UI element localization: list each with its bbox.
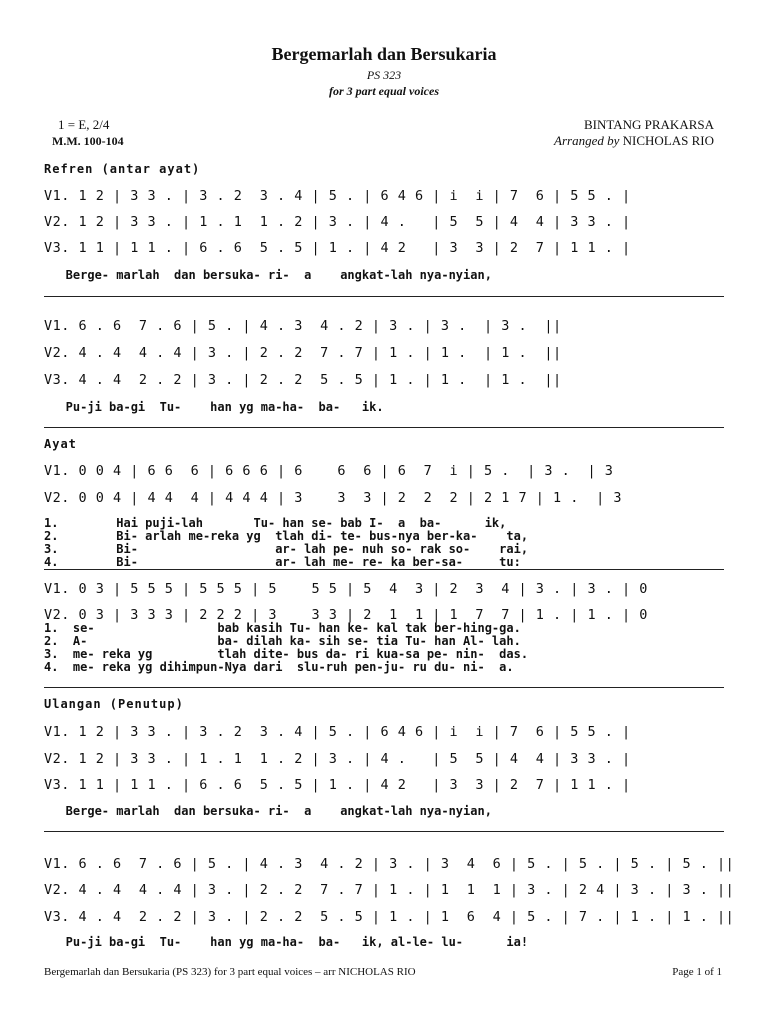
verse-2-lyric: 2. A- ba- dilah ka- sih se- tia Tu- han Al- lah. bbox=[44, 634, 521, 648]
composer: BINTANG PRAKARSA bbox=[583, 117, 714, 132]
tempo-marking: M.M. 100-104 bbox=[52, 134, 124, 148]
system-divider bbox=[44, 296, 724, 297]
lyric-line: Pu-ji ba-gi Tu- han yg ma-ha- ba- ik, al-le- lu- ia! bbox=[44, 935, 529, 949]
voice-2-line: V2. 1 2 | 3 3 . | 1 . 1 1 . 2 | 3 . | 4 . | 5 5 | 4 4 | 3 3 . | bbox=[44, 751, 631, 767]
song-code: PS 323 bbox=[366, 68, 402, 82]
system-divider bbox=[44, 831, 724, 832]
voice-3-line: V3. 1 1 | 1 1 . | 6 . 6 5 . 5 | 1 . | 4 2 | 3 3 | 2 7 | 1 1 . | bbox=[44, 240, 631, 256]
verse-4-lyric: 4. me- reka yg dihimpun-Nya dari slu-ruh pen-ju- ru du- ni- a. bbox=[44, 660, 514, 674]
voice-2-line: V2. 1 2 | 3 3 . | 1 . 1 1 . 2 | 3 . | 4 . | 5 5 | 4 4 | 3 3 . | bbox=[44, 214, 631, 230]
arranger-prefix: Arranged by bbox=[554, 133, 620, 148]
verse-1-lyric: 1. se- bab kasih Tu- han ke- kal tak ber-hing-ga. bbox=[44, 621, 521, 635]
verse-2-lyric: 2. Bi- arlah me-reka yg tlah di- te- bus-nya ber-ka- ta, bbox=[44, 529, 529, 543]
system-divider bbox=[44, 427, 724, 428]
key-signature: 1 = E, 2/4 bbox=[58, 117, 110, 132]
voice-1-line: V1. 0 0 4 | 6 6 6 | 6 6 6 | 6 6 6 | 6 7 i | 5 . | 3 . | 3 bbox=[44, 463, 614, 479]
voice-2-line: V2. 4 . 4 4 . 4 | 3 . | 2 . 2 7 . 7 | 1 . | 1 . | 1 . || bbox=[44, 345, 562, 361]
lyric-line: Berge- marlah dan bersuka- ri- a angkat-lah nya-nyian, bbox=[44, 804, 492, 818]
voice-3-line: V3. 1 1 | 1 1 . | 6 . 6 5 . 5 | 1 . | 4 2 | 3 3 | 2 7 | 1 1 . | bbox=[44, 777, 631, 793]
voice-2-line: V2. 4 . 4 4 . 4 | 3 . | 2 . 2 7 . 7 | 1 . | 1 1 1 | 3 . | 2 4 | 3 . | 3 . || bbox=[44, 882, 735, 898]
voice-3-line: V3. 4 . 4 2 . 2 | 3 . | 2 . 2 5 . 5 | 1 . | 1 6 4 | 5 . | 7 . | 1 . | 1 . || bbox=[44, 909, 735, 925]
section-heading-refrein: Refren (antar ayat) bbox=[44, 162, 201, 176]
voice-3-line: V3. 4 . 4 2 . 2 | 3 . | 2 . 2 5 . 5 | 1 . | 1 . | 1 . || bbox=[44, 372, 562, 388]
verse-3-lyric: 3. me- reka yg tlah dite- bus da- ri kua-sa pe- nin- das. bbox=[44, 647, 529, 661]
page-title: Bergemarlah dan Bersukaria bbox=[271, 44, 497, 64]
voicing: for 3 part equal voices bbox=[329, 84, 439, 98]
verse-4-lyric: 4. Bi- ar- lah me- re- ka ber-sa- tu: bbox=[44, 555, 521, 569]
page-number: Page 1 of 1 bbox=[672, 966, 722, 978]
verse-3-lyric: 3. Bi- ar- lah pe- nuh so- rak so- rai, bbox=[44, 542, 529, 556]
footer-caption: Bergemarlah dan Bersukaria (PS 323) for 3 part equal voices – arr NICHOLAS RIO bbox=[44, 966, 416, 978]
arranger-line bbox=[554, 133, 714, 149]
lyric-line: Pu-ji ba-gi Tu- han yg ma-ha- ba- ik. bbox=[44, 400, 384, 414]
voice-1-line: V1. 6 . 6 7 . 6 | 5 . | 4 . 3 4 . 2 | 3 . | 3 4 6 | 5 . | 5 . | 5 . | 5 . || bbox=[44, 856, 735, 872]
verse-1-lyric: 1. Hai puji-lah Tu- han se- bab I- a ba- ik, bbox=[44, 516, 507, 530]
system-divider bbox=[44, 687, 724, 688]
lyric-line: Berge- marlah dan bersuka- ri- a angkat-lah nya-nyian, bbox=[44, 268, 492, 282]
voice-2-line: V2. 0 3 | 3 3 3 | 2 2 2 | 3 3 3 | 2 1 1 | 1 7 7 | 1 . | 1 . | 0 bbox=[44, 607, 648, 623]
system-divider bbox=[44, 569, 724, 570]
arranger-name: NICHOLAS RIO bbox=[622, 133, 714, 148]
section-heading-ulangan: Ulangan (Penutup) bbox=[44, 697, 184, 711]
section-heading-ayat: Ayat bbox=[44, 437, 77, 451]
voice-1-line: V1. 6 . 6 7 . 6 | 5 . | 4 . 3 4 . 2 | 3 . | 3 . | 3 . || bbox=[44, 318, 562, 334]
voice-1-line: V1. 0 3 | 5 5 5 | 5 5 5 | 5 5 5 | 5 4 3 | 2 3 4 | 3 . | 3 . | 0 bbox=[44, 581, 648, 597]
voice-2-line: V2. 0 0 4 | 4 4 4 | 4 4 4 | 3 3 3 | 2 2 2 | 2 1 7 | 1 . | 3 bbox=[44, 490, 623, 506]
voice-1-line: V1. 1 2 | 3 3 . | 3 . 2 3 . 4 | 5 . | 6 4 6 | i i | 7 6 | 5 5 . | bbox=[44, 724, 631, 740]
voice-1-line: V1. 1 2 | 3 3 . | 3 . 2 3 . 4 | 5 . | 6 4 6 | i i | 7 6 | 5 5 . | bbox=[44, 188, 631, 204]
